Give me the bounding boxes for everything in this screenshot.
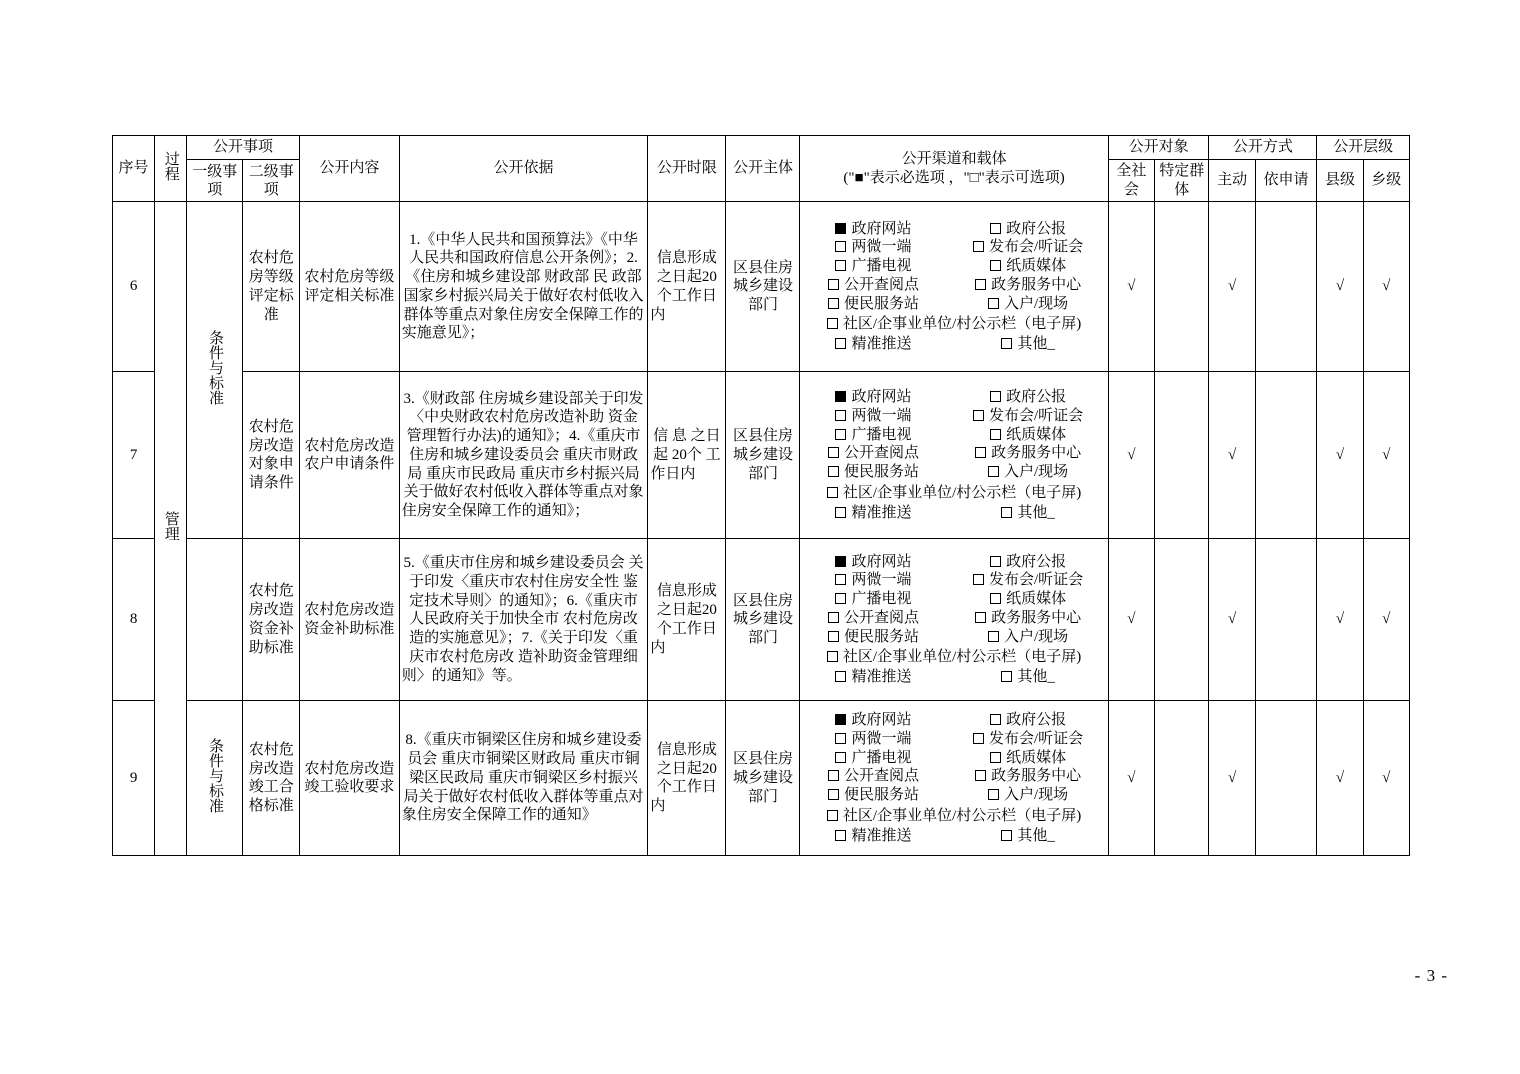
channel-option[interactable]: 政务服务中心 (950, 609, 1105, 628)
header-method-active: 主动 (1209, 159, 1255, 202)
cell-seq: 6 (113, 202, 155, 372)
channel-option[interactable]: 入户/现场 (950, 786, 1105, 805)
channel-option[interactable]: 公开查阅点 (802, 609, 944, 628)
cell-level-county: √ (1317, 539, 1363, 701)
checkbox-icon[interactable] (835, 733, 846, 744)
cell-method-request (1255, 202, 1317, 372)
table-body (113, 202, 1410, 856)
header-seq: 序号 (113, 136, 155, 202)
checkbox-icon[interactable] (835, 574, 846, 585)
header-subject: 公开主体 (726, 136, 800, 202)
channel-option[interactable]: 政务服务中心 (950, 276, 1105, 295)
checkbox-icon[interactable] (990, 752, 1001, 763)
channel-option[interactable]: 便民服务站 (802, 463, 944, 482)
channel-option[interactable]: 广播电视 (802, 749, 944, 768)
cell-method-active: √ (1209, 372, 1255, 539)
channel-option[interactable]: 政府网站 (802, 711, 944, 730)
checkbox-icon[interactable] (990, 260, 1001, 271)
channel-option[interactable]: 发布会/听证会 (950, 407, 1105, 426)
channel-option[interactable]: 两微一端 (802, 407, 944, 426)
checkbox-icon[interactable] (835, 410, 846, 421)
channel-option-wide[interactable]: 社区/企事业单位/村公示栏（电子屏) (802, 648, 1105, 667)
checkbox-icon[interactable] (975, 612, 986, 623)
channel-option[interactable]: 其他_ (950, 827, 1105, 846)
checkbox-icon[interactable] (828, 279, 839, 290)
cell-level-town: √ (1363, 202, 1409, 372)
channel-option[interactable]: 纸质媒体 (950, 590, 1105, 609)
checkbox-icon[interactable] (990, 391, 1001, 402)
channel-option[interactable]: 便民服务站 (802, 786, 944, 805)
cell-method-request (1255, 372, 1317, 539)
cell-content: 农村危房改造竣工验收要求 (300, 701, 400, 856)
checkbox-icon[interactable] (988, 789, 999, 800)
header-channel-note: ("■"表示必选项 ，"□"表示可选项) (843, 169, 1065, 186)
cell-audience-specific (1154, 701, 1208, 856)
channel-option[interactable]: 精准推送 (802, 827, 944, 846)
cell-level2: 农村危房等级评定标准 (243, 202, 300, 372)
checkbox-icon[interactable] (835, 260, 846, 271)
checkbox-icon[interactable] (827, 318, 838, 329)
cell-audience-all: √ (1108, 701, 1154, 856)
header-audience: 公开对象 (1108, 136, 1209, 160)
cell-level1: 条件与标准 (186, 202, 243, 539)
cell-seq: 7 (113, 372, 155, 539)
checkbox-icon[interactable] (828, 447, 839, 458)
cell-channel (800, 539, 1108, 701)
channel-option[interactable]: 入户/现场 (950, 463, 1105, 482)
channel-option[interactable]: 纸质媒体 (950, 749, 1105, 768)
table-row (113, 701, 1410, 856)
cell-audience-all: √ (1108, 202, 1154, 372)
channel-option[interactable]: 政务服务中心 (950, 444, 1105, 463)
cell-basis: 3.《财政部 住房城乡建设部关于印发〈中央财政农村危房改造补助 资金管理暂行办法)的通知》；4.《重庆市住房和城乡建设委员会 重庆市财政局 重庆市民政局 重庆市乡村振兴局关于做好农村低收入群体等重点对象住房安全保障工作的通知》； (399, 372, 648, 539)
channel-option[interactable]: 其他_ (950, 668, 1105, 687)
checkbox-icon[interactable] (835, 752, 846, 763)
cell-deadline: 信息形成之日起20个工作日内 (648, 539, 726, 701)
cell-method-active: √ (1209, 202, 1255, 372)
checkbox-icon[interactable] (835, 671, 846, 682)
channel-option[interactable]: 发布会/听证会 (950, 571, 1105, 590)
table-row (113, 372, 1410, 539)
checkbox-icon[interactable] (828, 770, 839, 781)
channel-option[interactable]: 政府公报 (950, 220, 1105, 239)
channel-option[interactable]: 政府公报 (950, 553, 1105, 572)
cell-level-town: √ (1363, 372, 1409, 539)
cell-subject: 区县住房城乡建设部门 (726, 539, 800, 701)
channel-option[interactable]: 广播电视 (802, 426, 944, 445)
cell-content: 农村危房改造农户申请条件 (300, 372, 400, 539)
table-row (113, 539, 1410, 701)
checkbox-icon[interactable] (828, 466, 839, 477)
header-level-town: 乡级 (1363, 159, 1409, 202)
cell-method-active: √ (1209, 701, 1255, 856)
cell-subject: 区县住房城乡建设部门 (726, 372, 800, 539)
header-level-county: 县级 (1317, 159, 1363, 202)
checkbox-icon[interactable] (990, 556, 1001, 567)
checkbox-icon[interactable] (828, 631, 839, 642)
cell-level-town: √ (1363, 539, 1409, 701)
cell-audience-all: √ (1108, 372, 1154, 539)
cell-process: 管理 (155, 202, 187, 856)
checkbox-icon[interactable] (975, 770, 986, 781)
checkbox-icon[interactable] (973, 733, 984, 744)
checkbox-icon[interactable] (835, 241, 846, 252)
cell-channel (800, 202, 1108, 372)
checkbox-icon[interactable] (973, 410, 984, 421)
checkbox-filled-icon[interactable] (835, 223, 846, 234)
cell-method-active: √ (1209, 539, 1255, 701)
checkbox-icon[interactable] (835, 429, 846, 440)
channel-option[interactable]: 公开查阅点 (802, 767, 944, 786)
cell-deadline: 信息形成之日起20个工作日内 (648, 701, 726, 856)
channel-option[interactable]: 便民服务站 (802, 628, 944, 647)
checkbox-icon[interactable] (1001, 671, 1012, 682)
cell-audience-specific (1154, 372, 1208, 539)
cell-subject: 区县住房城乡建设部门 (726, 202, 800, 372)
cell-basis: 1.《中华人民共和国预算法》《中华人民共和国政府信息公开条例》；2.《住房和城乡建设部 财政部 民 政部 国家乡村振兴局关于做好农村低收入群体等重点对象住房安全保障工作的实施意见》； (399, 202, 648, 372)
checkbox-icon[interactable] (973, 241, 984, 252)
channel-option[interactable]: 入户/现场 (950, 295, 1105, 314)
checkbox-icon[interactable] (990, 429, 1001, 440)
channel-option[interactable]: 纸质媒体 (950, 426, 1105, 445)
channel-option[interactable]: 公开查阅点 (802, 444, 944, 463)
cell-method-request (1255, 539, 1317, 701)
checkbox-icon[interactable] (828, 298, 839, 309)
cell-level-town: √ (1363, 701, 1409, 856)
header-content: 公开内容 (300, 136, 400, 202)
channel-option[interactable]: 两微一端 (802, 730, 944, 749)
checkbox-icon[interactable] (988, 631, 999, 642)
checkbox-filled-icon[interactable] (835, 714, 846, 725)
checkbox-icon[interactable] (988, 466, 999, 477)
cell-level-county: √ (1317, 701, 1363, 856)
header-method: 公开方式 (1209, 136, 1317, 160)
checkbox-icon[interactable] (835, 338, 846, 349)
channel-option[interactable]: 纸质媒体 (950, 257, 1105, 276)
cell-level2: 农村危房改造资金补助标准 (243, 539, 300, 701)
cell-deadline: 信息形成之日起20个工作日内 (648, 202, 726, 372)
disclosure-table (112, 135, 1410, 856)
channel-option[interactable]: 其他_ (950, 335, 1105, 354)
cell-seq: 8 (113, 539, 155, 701)
channel-option[interactable]: 发布会/听证会 (950, 238, 1105, 257)
cell-level2: 农村危房改造竣工合格标准 (243, 701, 300, 856)
cell-level1: 条件与标准 (186, 701, 243, 856)
checkbox-icon[interactable] (828, 612, 839, 623)
checkbox-icon[interactable] (828, 789, 839, 800)
checkbox-icon[interactable] (990, 593, 1001, 604)
channel-option[interactable]: 政府网站 (802, 220, 944, 239)
channel-option[interactable]: 其他_ (950, 504, 1105, 523)
channel-option[interactable]: 发布会/听证会 (950, 730, 1105, 749)
checkbox-icon[interactable] (988, 298, 999, 309)
checkbox-filled-icon[interactable] (835, 391, 846, 402)
cell-seq: 9 (113, 701, 155, 856)
checkbox-icon[interactable] (827, 651, 838, 662)
header-public-item: 公开事项 (186, 136, 299, 160)
cell-audience-all: √ (1108, 539, 1154, 701)
page-number: - 3 - (1414, 966, 1448, 985)
channel-option-wide[interactable]: 社区/企事业单位/村公示栏（电子屏) (802, 484, 1105, 503)
checkbox-icon[interactable] (835, 830, 846, 841)
header-audience-all: 全社会 (1108, 159, 1154, 202)
header-channel-title: 公开渠道和载体 (901, 150, 1007, 167)
cell-channel (800, 701, 1108, 856)
checkbox-icon[interactable] (835, 507, 846, 518)
channel-option[interactable]: 政府公报 (950, 711, 1105, 730)
cell-level-county: √ (1317, 202, 1363, 372)
checkbox-icon[interactable] (1001, 507, 1012, 518)
header-basis: 公开依据 (399, 136, 648, 202)
channel-option[interactable]: 广播电视 (802, 257, 944, 276)
checkbox-icon[interactable] (975, 447, 986, 458)
cell-basis: 5.《重庆市住房和城乡建设委员会 关于印发〈重庆市农村住房安全性 鉴定技术导则〉的通知》；6.《重庆市人民政府关于加快全市 农村危房改造的实施意见》；7.《关于印发〈重庆市农村危房改 造补助资金管理细则〉的通知》等。 (399, 539, 648, 701)
table-row (113, 202, 1410, 372)
channel-option[interactable]: 政府公报 (950, 388, 1105, 407)
channel-option[interactable]: 精准推送 (802, 335, 944, 354)
channel-option[interactable]: 政府网站 (802, 553, 944, 572)
channel-option[interactable]: 便民服务站 (802, 295, 944, 314)
cell-deadline: 信 息 之日 起 20个 工 作日内 (648, 372, 726, 539)
header-item-level2: 二级事项 (243, 159, 300, 202)
checkbox-icon[interactable] (990, 714, 1001, 725)
cell-level1 (186, 539, 243, 701)
header-channel (800, 136, 1108, 202)
header-level: 公开层级 (1317, 136, 1410, 160)
header-process: 过程 (155, 136, 187, 202)
checkbox-icon[interactable] (990, 223, 1001, 234)
cell-subject: 区县住房城乡建设部门 (726, 701, 800, 856)
channel-option[interactable]: 公开查阅点 (802, 276, 944, 295)
checkbox-icon[interactable] (827, 810, 838, 821)
table-header-row-1 (113, 136, 1410, 160)
checkbox-icon[interactable] (1001, 338, 1012, 349)
cell-audience-specific (1154, 202, 1208, 372)
header-method-request: 依申请 (1255, 159, 1317, 202)
header-item-level1: 一级事项 (186, 159, 243, 202)
channel-option[interactable]: 政务服务中心 (950, 767, 1105, 786)
cell-content: 农村危房等级评定相关标准 (300, 202, 400, 372)
channel-option[interactable]: 入户/现场 (950, 628, 1105, 647)
cell-basis: 8.《重庆市铜梁区住房和城乡建设委员会 重庆市铜梁区财政局 重庆市铜梁区民政局 重庆市铜梁区乡村振兴局关于做好农村低收入群体等重点对象住房安全保障工作的通知》 (399, 701, 648, 856)
checkbox-icon[interactable] (1001, 830, 1012, 841)
cell-content: 农村危房改造资金补助标准 (300, 539, 400, 701)
header-audience-specific: 特定群体 (1154, 159, 1208, 202)
checkbox-icon[interactable] (827, 487, 838, 498)
channel-option[interactable]: 政府网站 (802, 388, 944, 407)
channel-option[interactable]: 广播电视 (802, 590, 944, 609)
checkbox-icon[interactable] (975, 279, 986, 290)
checkbox-icon[interactable] (973, 574, 984, 585)
cell-method-request (1255, 701, 1317, 856)
channel-option[interactable]: 精准推送 (802, 668, 944, 687)
cell-audience-specific (1154, 539, 1208, 701)
checkbox-icon[interactable] (835, 593, 846, 604)
cell-level2: 农村危房改造对象申请条件 (243, 372, 300, 539)
channel-option[interactable]: 两微一端 (802, 238, 944, 257)
cell-level-county: √ (1317, 372, 1363, 539)
channel-option-wide[interactable]: 社区/企事业单位/村公示栏（电子屏) (802, 807, 1105, 826)
checkbox-filled-icon[interactable] (835, 556, 846, 567)
channel-option[interactable]: 两微一端 (802, 571, 944, 590)
cell-channel (800, 372, 1108, 539)
header-deadline: 公开时限 (648, 136, 726, 202)
channel-option-wide[interactable]: 社区/企事业单位/村公示栏（电子屏) (802, 315, 1105, 334)
channel-option[interactable]: 精准推送 (802, 504, 944, 523)
